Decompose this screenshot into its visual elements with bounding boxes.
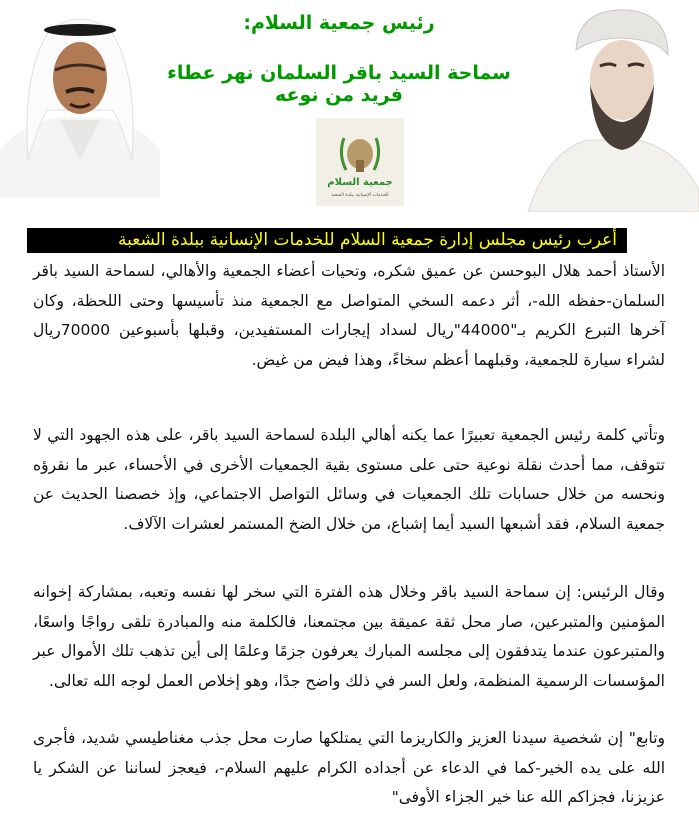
portrait-photo-left <box>0 0 160 198</box>
article-paragraph-4: وتابع" إن شخصية سيدنا العزيز والكاريزما التي يمتلكها صارت محل جذب مغناطيسي شديد، فأجرى الله على يده الخير-كما في الدعاء عن أجداده الكرام عليهم السلام-، فيعجز لساننا عن الشكر يا عزيزنا، فجزاكم الله عنا خير الجزاء الأوفى" <box>33 729 665 806</box>
portrait-right-image <box>518 0 699 212</box>
headline-title: سماحة السيد باقر السلمان نهر عطاء فريد من نوعه <box>167 62 511 106</box>
headline-subtitle: رئيس جمعية السلام: <box>243 12 435 34</box>
portrait-photo-right <box>518 0 699 212</box>
logo-subtitle: للخدمات الإنسانية ببلدة الشعبة <box>331 193 389 198</box>
lead-banner: أعرب رئيس مجلس إدارة جمعية السلام للخدمات الإنسانية ببلدة الشعبة <box>27 228 627 253</box>
article-paragraph-1: الأستاذ أحمد هلال البوحسن عن عميق شكره، وتحيات أعضاء الجمعية والأهالي، لسماحة السيد باقر السلمان-حفظه الله-، أثر دعمه السخي المتواصل مع الجمعية منذ تأسيسها وحتى اللحظة، وكان آخرها التبرع الكريم بـ"44000"ريال لسداد إيجارات المستفيدين، وقبلها بأسبوعين 70000ريال لشراء سيارة للجمعية، وقبلهما أعظم سخاءً، وهذا فيض من غيض. <box>33 262 665 369</box>
article-paragraph-2: وتأتي كلمة رئيس الجمعية تعبيرًا عما يكنه أهالي البلدة لسماحة السيد باقر، على هذه الجهود التي لا تتوقف، مما أحدث نقلة نوعية حتى على مستوى بقية الجمعيات الأخرى في الأحساء، عبر ما نقرؤه ونحسه من خلال حسابات تلك الجمعيات في وسائل التواصل الاجتماعي، وإذ خصصنا الحديث عن جمعية السلام، فقد أشبعها السيد أيما إشباع، من خلال الضخ المستمر لعشرات الآلاف. <box>33 426 665 533</box>
association-logo <box>316 118 404 206</box>
logo-emblem <box>316 118 404 206</box>
portrait-left-image <box>0 0 160 198</box>
logo-name: جمعية السلام <box>327 177 393 188</box>
article-paragraph-3: وقال الرئيس: إن سماحة السيد باقر وخلال هذه الفترة التي سخر لها نفسه وتعبه، بمشاركة إخوانه المؤمنين والمتبرعين، صار محل ثقة عميقة بين مجتمعنا، فالكلمة منه والمبادرة تلقى رواجًا واسعًا، والمتبرعون عندما يتدفقون إلى مجلسه المبارك يعرفون جزمًا وعلمًا إلى أين تذهب تلك الأموال عبر المؤسسات الرسمية المنظمة، ولعل السر في ذلك واضح جدًا، وهو إخلاص العمل لوجه الله تعالى. <box>33 583 665 690</box>
